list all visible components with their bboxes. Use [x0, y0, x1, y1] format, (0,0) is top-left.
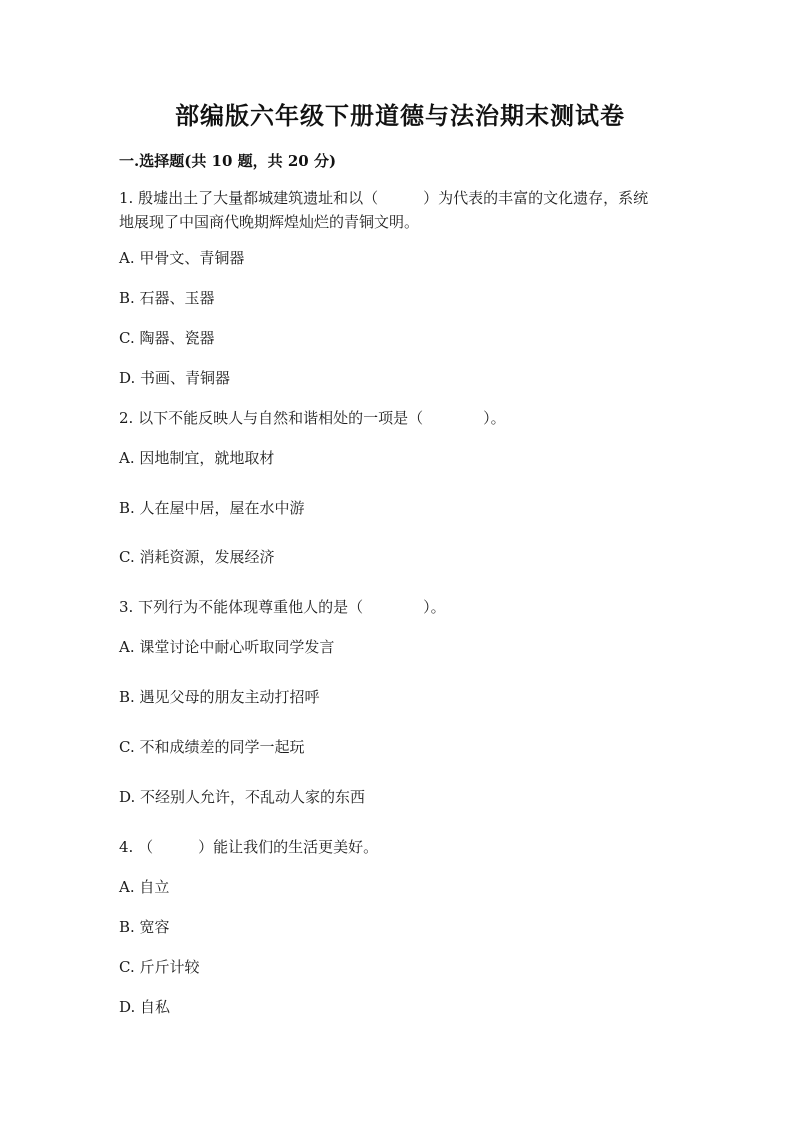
question-3-option-c: C. 不和成绩差的同学一起玩 [119, 738, 305, 756]
question-2-option-c: C. 消耗资源，发展经济 [119, 548, 275, 566]
question-1-option-c: C. 陶器、瓷器 [119, 329, 215, 347]
section-heading: 一.选择题(共 10 题，共 20 分) [119, 152, 337, 170]
question-1-option-d: D. 书画、青铜器 [119, 369, 231, 387]
page-title: 部编版六年级下册道德与法治期末测试卷 [175, 101, 625, 130]
question-2-stem: 2. 以下不能反映人与自然和谐相处的一项是（ ）。 [119, 409, 506, 427]
question-3-stem: 3. 下列行为不能体现尊重他人的是（ ）。 [119, 598, 446, 616]
question-2-option-b: B. 人在屋中居，屋在水中游 [119, 499, 305, 517]
question-2-option-a: A. 因地制宜，就地取材 [119, 449, 275, 467]
question-1-stem [119, 186, 699, 234]
question-1-option-a: A. 甲骨文、青铜器 [119, 249, 245, 267]
question-3-option-a: A. 课堂讨论中耐心听取同学发言 [119, 638, 335, 656]
question-3-option-d: D. 不经别人允许，不乱动人家的东西 [119, 788, 366, 806]
question-1-option-b: B. 石器、玉器 [119, 289, 215, 307]
question-4-option-a: A. 自立 [119, 878, 170, 896]
question-3-option-b: B. 遇见父母的朋友主动打招呼 [119, 688, 320, 706]
question-4-option-b: B. 宽容 [119, 918, 170, 936]
question-4-stem: 4. （ ）能让我们的生活更美好。 [119, 838, 379, 856]
question-4-option-c: C. 斤斤计较 [119, 958, 200, 976]
question-4-option-d: D. 自私 [119, 998, 171, 1016]
question-1-stem-line-2: 地展现了中国商代晚期辉煌灿烂的青铜文明。 [119, 213, 420, 231]
question-1-stem-line-1: 1. 殷墟出土了大量都城建筑遗址和以（ ）为代表的丰富的文化遗存，系统 [119, 189, 649, 207]
